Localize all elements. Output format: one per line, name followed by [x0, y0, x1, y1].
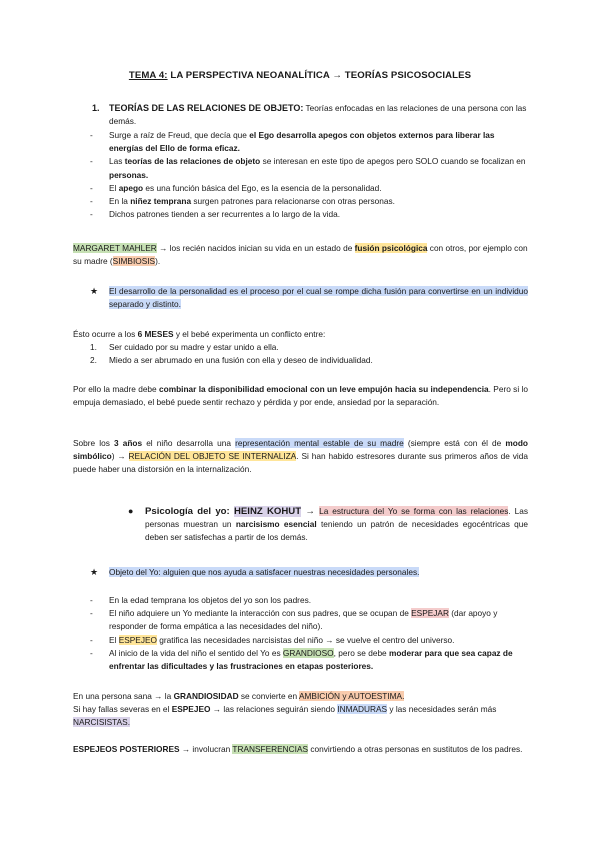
narcisistas-highlight: NARCISISTAS.: [73, 717, 131, 728]
star-note-desarrollo: [90, 285, 528, 311]
list-item: - Dichos patrones tienden a ser recurrentes a lo largo de la vida.: [90, 208, 528, 221]
seis-meses-paragraph: Ésto ocurre a los 6 MESES y el bebé experimenta un conflicto entre:: [73, 329, 326, 339]
mahler-paragraph: MARGARET MAHLER → los recién nacidos inician su vida en un estado de fusión psicológica con otros, por ejemplo con su madre (SIMBIOSIS).: [73, 243, 528, 267]
page-title: [0, 70, 600, 81]
title-tema: TEMA 4:: [128, 70, 168, 81]
list-item: - El ESPEJEO gratifica las necesidades narcisistas del niño → se vuelve el centro del universo.: [90, 634, 528, 647]
list-item: - Surge a raíz de Freud, que decía que el Ego desarrolla apegos con objetos externos para liberar las energías del Ello de forma eficaz.: [90, 129, 528, 155]
kohut-name-highlight: HEINZ KOHUT: [233, 506, 302, 517]
bullet-list-relaciones: [90, 129, 528, 221]
madre-paragraph: Por ello la madre debe combinar la disponibilidad emocional con un leve empujón hacia su independencia. Pero si lo empuja demasiado, el bebé puede sentir rechazo y pérdida y por ende, ansiedad por la separación.: [73, 384, 528, 408]
estructura-highlight: La estructura del Yo se forma con las relaciones: [319, 506, 509, 516]
bullet-dot-icon: ●: [128, 506, 134, 516]
tres-anos-paragraph: Sobre los 3 años el niño desarrolla una representación mental estable de su madre (siempre está con él de modo simbólico) → RELACIÓN DEL OBJETO SE INTERNALIZA. Si han habido estresores durante sus primeros años de vida puede haber una distorsión en la internalización.: [73, 438, 528, 475]
representacion-highlight: representación mental estable de su madre: [235, 438, 404, 448]
list-item: - El apego es una función básica del Ego, es la esencia de la personalidad.: [90, 182, 528, 195]
star-note-text: El desarrollo de la personalidad es el proceso por el cual se rompe dicha fusión para convertirse en un individuo separado y distinto.: [109, 286, 528, 310]
list-item: 1. Ser cuidado por su madre y estar unido a ella.: [90, 342, 279, 352]
section-heading-text: TEORÍAS DE LAS RELACIONES DE OBJETO:: [109, 103, 304, 113]
section-heading-relaciones-objeto: [92, 102, 528, 128]
star-note-text: Objeto del Yo: alguien que nos ayuda a satisfacer nuestras necesidades personales.: [109, 567, 420, 577]
grandioso-highlight: GRANDIOSO: [282, 647, 334, 658]
star-note-objeto-yo: [90, 566, 528, 579]
list-item: - Las teorías de las relaciones de objeto se interesan en este tipo de apegos pero SOLO cuando se focalizan en personas.: [90, 155, 528, 181]
simbiosis-highlight: SIMBIOSIS: [112, 256, 156, 267]
conflict-list: [90, 341, 528, 367]
inmaduras-highlight: INMADURAS: [337, 704, 388, 714]
list-item: - En la edad temprana los objetos del yo son los padres.: [90, 594, 528, 607]
fallas-paragraph: Si hay fallas severas en el ESPEJEO → las relaciones seguirán siendo INMADURAS y las necesidades serán más NARCISISTAS.: [73, 704, 497, 728]
relacion-objeto-highlight: RELACIÓN DEL OBJETO SE INTERNALIZA: [128, 451, 297, 462]
list-item: - El niño adquiere un Yo mediante la interacción con sus padres, que se ocupan de ESPEJAR (dar apoyo y responder de forma empática a las necesidades del niño).: [90, 607, 528, 633]
star-icon: ★: [90, 286, 99, 296]
transferencias-highlight: TRANSFERENCIAS: [232, 744, 309, 754]
section-number: 1.: [92, 103, 100, 113]
list-item: - En la niñez temprana surgen patrones para relacionarse con otras personas.: [90, 195, 528, 208]
espejeos-posteriores-paragraph: ESPEJEOS POSTERIORES → involucran TRANSFERENCIAS convirtiendo a otras personas en sustitutos de los padres.: [73, 744, 523, 754]
espejar-highlight: ESPEJAR: [411, 608, 449, 619]
ambicion-highlight: AMBICIÓN y AUTOESTIMA.: [298, 691, 405, 701]
star-icon: ★: [90, 567, 99, 577]
bullet-list-kohut: [90, 594, 528, 673]
title-text: LA PERSPECTIVA NEOANALÍTICA → TEORÍAS PSICOSOCIALES: [167, 70, 472, 81]
mahler-name-highlight: MARGARET MAHLER: [73, 243, 157, 253]
kohut-section: ● Psicología del yo: HEINZ KOHUT → La estructura del Yo se forma con las relaciones. Las personas muestran un narcisismo esencial teniendo un patrón de necesidades egocéntricas que deben ser satisfechas a partir de los demás.: [128, 506, 528, 543]
list-item: 2. Miedo a ser abrumado en una fusión con ella y deseo de individualidad.: [90, 355, 373, 366]
list-item: - Al inicio de la vida del niño el sentido del Yo es GRANDIOSO, pero se debe moderar para que sea capaz de enfrentar las dificultades y las frustraciones en etapas posteriores.: [90, 647, 528, 673]
fusion-highlight: fusión psicológica: [354, 243, 428, 253]
espejeo-highlight: ESPEJEO: [118, 634, 157, 645]
section-intro: Teorías enfocadas en las relaciones de una persona con las demás.: [109, 103, 527, 127]
persona-sana-paragraph: En una persona sana → la GRANDIOSIDAD se convierte en AMBICIÓN y AUTOESTIMA.: [73, 691, 405, 701]
